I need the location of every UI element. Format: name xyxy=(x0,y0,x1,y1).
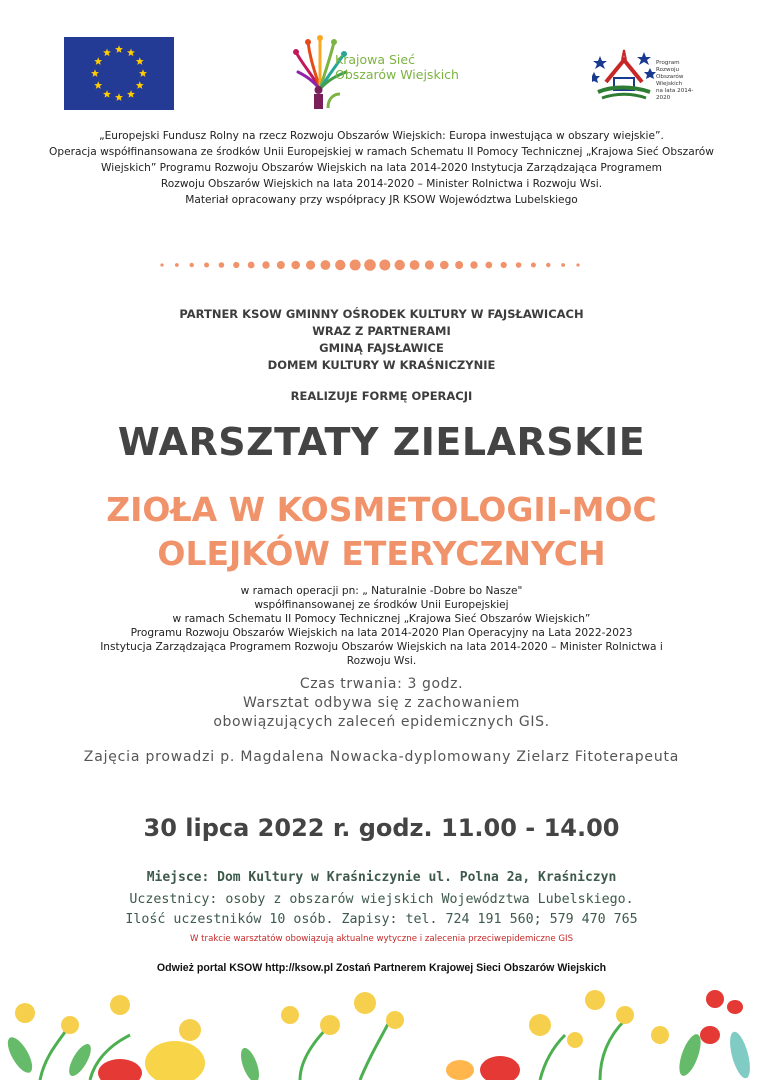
divider-dot xyxy=(379,260,390,271)
eu-star-icon xyxy=(127,90,135,98)
operation-line: Programu Rozwoju Obszarów Wiejskich na lata 2014-2020 Plan Operacyjny na Lata 2022-2023 xyxy=(130,627,633,639)
yellow-flower xyxy=(179,1019,201,1041)
event-date: 30 lipca 2022 r. godz. 11.00 - 14.00 xyxy=(143,814,620,842)
yellow-flower xyxy=(354,992,376,1014)
divider-dot xyxy=(204,263,209,268)
duration-line: Warsztat odbywa się z zachowaniem xyxy=(243,695,520,711)
dot-divider xyxy=(155,256,585,274)
divider-dot xyxy=(561,263,565,267)
red-flower xyxy=(700,1026,720,1044)
funding-line: Wiejskich” Programu Rozwoju Obszarów Wiejskich na lata 2014-2020 Instytucja Zarządzająca Programem xyxy=(101,162,662,174)
eu-star-icon xyxy=(127,49,135,57)
participants-line: Uczestnicy: osoby z obszarów wiejskich Województwa Lubelskiego. xyxy=(129,892,634,907)
partner-line: PARTNER KSOW GMINNY OŚRODEK KULTURY W FAJSŁAWICACH xyxy=(179,307,584,321)
venue-info: Miejsce: Dom Kultury w Kraśniczynie ul. Polna 2a, Kraśniczyn xyxy=(146,870,617,885)
divider-dot xyxy=(440,261,449,270)
eu-star-icon xyxy=(136,81,144,89)
operation-description xyxy=(0,584,763,668)
prow-line: na lata 2014-2020 xyxy=(656,88,694,101)
red-flower xyxy=(480,1056,520,1080)
prow-line: Obszarów xyxy=(656,74,684,80)
stem xyxy=(40,1025,70,1080)
funding-line: Rozwoju Obszarów Wiejskich na lata 2014-2020 – Minister Rolnictwa i Rozwoju Wsi. xyxy=(160,178,603,190)
instructor-info: Zajęcia prowadzi p. Magdalena Nowacka-dyplomowany Zielarz Fitoterapeuta xyxy=(83,749,680,765)
divider-dot xyxy=(501,262,507,268)
prow-logo-text xyxy=(656,60,702,102)
ksow-logo xyxy=(290,34,500,112)
epidemic-notice: W trakcie warsztatów obowiązują aktualne wytyczne i zalecenia przeciwepidemiczne GIS xyxy=(189,934,574,944)
stem xyxy=(540,1035,565,1080)
participants-info xyxy=(0,890,763,930)
yellow-flower xyxy=(651,1026,669,1044)
funding-line: „Europejski Fundusz Rolny na rzecz Rozwoju Obszarów Wiejskich: Europa inwestująca w obszary wiejskie”. xyxy=(99,130,664,142)
page-title: WARSZTATY ZIELARSKIE xyxy=(117,420,646,464)
duration-line: Czas trwania: 3 godz. xyxy=(299,676,464,692)
divider-dot xyxy=(233,262,239,268)
divider-dot xyxy=(277,261,285,269)
partner-block xyxy=(0,306,763,374)
yellow-flower xyxy=(110,995,130,1015)
participants-line: Ilość uczestników 10 osób. Zapisy: tel. 724 191 560; 579 470 765 xyxy=(125,912,638,927)
red-flower xyxy=(727,1000,743,1014)
prow-line: Rozwoju xyxy=(656,67,680,73)
yellow-flower xyxy=(386,1011,404,1029)
divider-dot xyxy=(160,263,163,266)
ksow-logo-line2: Obszarów Wiejskich xyxy=(335,67,459,82)
yellow-flower xyxy=(529,1014,551,1036)
divider-dot xyxy=(516,262,522,268)
ksow-logo-text xyxy=(335,52,459,82)
page-subtitle xyxy=(0,488,763,576)
divider-dot xyxy=(455,261,463,269)
divider-dot xyxy=(425,260,434,269)
divider-dot xyxy=(485,262,492,269)
divider-dot xyxy=(219,262,225,268)
subtitle-line: ZIOŁA W KOSMETOLOGII-MOC xyxy=(106,490,657,529)
yellow-flower xyxy=(616,1006,634,1024)
duration-line: obowiązujących zaleceń epidemicznych GIS. xyxy=(213,714,550,730)
partner-line: WRAZ Z PARTNERAMI xyxy=(312,324,451,338)
ksow-logo-line1: Krajowa Sieć xyxy=(335,52,415,67)
divider-dot xyxy=(291,261,300,270)
stem xyxy=(600,1020,625,1080)
duration-info xyxy=(0,675,763,732)
ksow-portal-note: Odwież portal KSOW http://ksow.pl Zostań Partnerem Krajowej Sieci Obszarów Wiejskich xyxy=(156,962,607,974)
divider-dot xyxy=(576,263,579,266)
yellow-flower xyxy=(15,1003,35,1023)
divider-dot xyxy=(410,260,420,270)
eu-star-icon xyxy=(94,81,102,89)
red-flower xyxy=(98,1059,142,1080)
operation-line: w ramach operacji pn: „ Naturalnie -Dobre bo Nasze" xyxy=(240,585,523,597)
divider-dot xyxy=(175,263,179,267)
divider-dot xyxy=(262,261,269,268)
leaf xyxy=(3,1034,37,1077)
divider-dot xyxy=(395,260,405,270)
operation-line: współfinansowanej ze środków Unii Europejskiej xyxy=(254,599,509,611)
operation-line: Instytucja Zarządzająca Programem Rozwoju Obszarów Wiejskich na lata 2014-2020 – Minister Rolnictwa i xyxy=(100,641,663,653)
eu-star-icon xyxy=(136,57,144,65)
eu-star-icon xyxy=(103,49,111,57)
divider-dot xyxy=(470,261,477,268)
yellow-flower-large xyxy=(145,1041,205,1080)
yellow-flower xyxy=(281,1006,299,1024)
operation-line: w ramach Schematu II Pomocy Technicznej „Krajowa Sieć Obszarów Wiejskich” xyxy=(172,613,591,625)
eu-star-icon xyxy=(139,69,147,77)
leaf xyxy=(726,1030,754,1080)
divider-dot xyxy=(335,260,345,270)
eu-star-icon xyxy=(115,45,123,53)
prow-house-icon xyxy=(592,42,656,104)
prow-line: Wiejskich xyxy=(656,81,683,87)
leaf xyxy=(675,1032,705,1079)
prow-line: Program xyxy=(656,60,680,66)
yellow-flower xyxy=(585,990,605,1010)
yellow-flower xyxy=(320,1015,340,1035)
yellow-flower xyxy=(567,1032,583,1048)
divider-dot xyxy=(350,260,361,271)
eu-star-icon xyxy=(91,69,99,77)
divider-dot xyxy=(306,260,315,269)
divider-dot xyxy=(321,260,331,270)
eu-flag-icon xyxy=(64,37,174,110)
divider-dot xyxy=(364,259,376,271)
flowers-decoration xyxy=(0,985,763,1080)
eu-star-icon xyxy=(103,90,111,98)
eu-star-icon xyxy=(94,57,102,65)
funding-statement xyxy=(0,128,763,208)
divider-dot xyxy=(248,262,255,269)
funding-line: Operacja współfinansowana ze środków Unii Europejskiej w ramach Schematu II Pomocy Technicznej „Krajowa Sieć Obszarów xyxy=(49,146,714,158)
yellow-flower xyxy=(61,1016,79,1034)
divider-dot xyxy=(546,263,550,267)
prow-logo xyxy=(592,42,702,104)
red-flower xyxy=(706,990,724,1008)
partner-line: GMINĄ FAJSŁAWICE xyxy=(319,341,444,355)
eu-stars xyxy=(64,37,174,110)
divider-dot xyxy=(531,263,536,268)
eu-star-icon xyxy=(115,93,123,101)
partner-line: DOMEM KULTURY W KRAŚNICZYNIE xyxy=(267,358,496,372)
operation-line: Rozwoju Wsi. xyxy=(346,655,417,667)
leaf xyxy=(237,1046,262,1080)
stem xyxy=(360,1020,390,1080)
orange-flower xyxy=(446,1060,474,1080)
realizuje-heading: REALIZUJE FORMĘ OPERACJI xyxy=(290,389,473,403)
subtitle-line: OLEJKÓW ETERYCZNYCH xyxy=(157,534,606,573)
divider-dot xyxy=(190,263,194,267)
funding-line: Materiał opracowany przy współpracy JR KSOW Województwa Lubelskiego xyxy=(185,194,578,206)
